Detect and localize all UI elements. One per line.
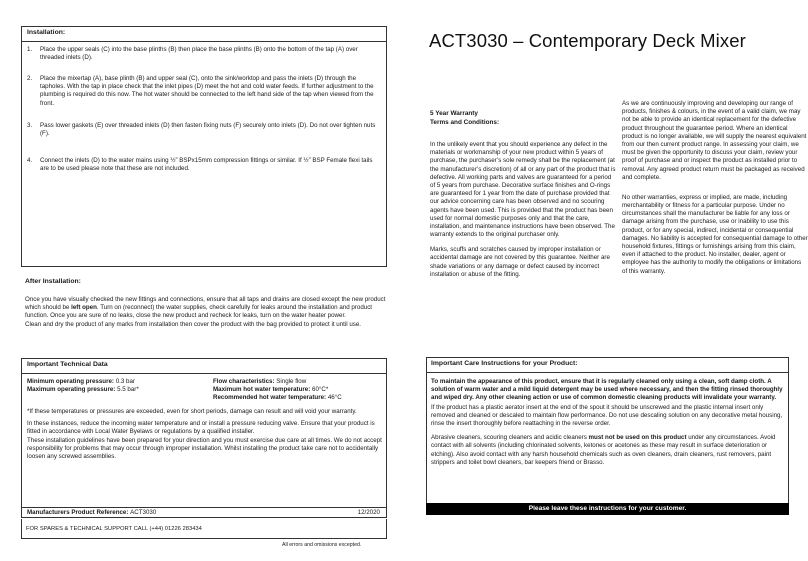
care-instructions-section — [426, 357, 789, 515]
step-number: 1. — [27, 46, 33, 53]
spec-label: Flow characteristics: — [213, 378, 275, 385]
warranty-title-line: 5 Year Warranty — [430, 110, 478, 117]
pressure-column — [27, 378, 139, 394]
installation-section — [21, 26, 387, 267]
care-paragraph: To maintain the appearance of this product, ensure that it is regularly cleaned only using a clean, soft damp cloth. A solution of warm water and a mild liquid detergent may be used where necessary, and then the fitting rinsed thoroughly and wiped dry. Any other cleaning action or use of common domestic cleaning products will invalidate your warranty. — [431, 378, 783, 402]
warranty-paragraph: As we are continuously improving and developing our range of products, finishes & colours, in the event of a valid claim, we may not be able to provide an identical replacement for the defective product throughout the guarantee period. Where an identical product is no longer available, we will supply the nearest equivalent from our then current product range. In assessing your claim, we must be given the opportunity to discuss your claim, review your proof of purchase and or inspect the product as installed prior to removal. Any agreed product return must be packaged as received and complete. — [622, 100, 807, 181]
warranty-paragraph: In the unlikely event that you should experience any defect in the materials or workmanship of your new product within 5 years of purchase, the purchaser’s sole remedy shall be the replacement (at the manufacturer’s discretion) of all or any part of the product that is defective. All working parts and valves are guaranteed for a period of 5 years from purchase. Decorative surface finishes and O-rings are guaranteed for 1 year from the date of purchase provided that our advice concerning care has been observed and no scouring agents have been used. This is provided that the product has been used for normal domestic purposes only and that the care, installation, and maintenance instructions have been observed. The warranty extends to the original purchaser only. — [430, 141, 616, 239]
reference-label: Manufacturers Product Reference: — [27, 509, 129, 516]
reference-value: ACT3030 — [130, 509, 157, 516]
step-number: 3. — [27, 122, 33, 129]
spec-label: Maximum hot water temperature: — [213, 386, 311, 394]
spec-value: 60°C* — [312, 386, 329, 394]
spec-value: 46°C — [327, 394, 342, 402]
step-text: Connect the inlets (D) to the water mains using ½” BSPx15mm compression fittings or similar. If ½” BSP Female flexi tails are to be used please note that these are not included. — [40, 157, 373, 173]
warranty-column-right — [622, 100, 808, 283]
step-text: Place the upper seals (C) into the base plinths (B) then place the base plinths (B) onto the bottom of the tap (A) over threaded inlets (D). — [40, 46, 358, 62]
warranty-paragraph: Marks, scuffs and scratches caused by improper installation or accidental damage are not covered by this guarantee. Neither are shade variations or any damage or defect caused by incorrect installation or abuse of the fitting. — [430, 246, 610, 278]
technical-note: *If these temperatures or pressures are exceeded, even for short periods, damage can result and will void your warranty. — [27, 408, 357, 415]
step-number: 2. — [27, 75, 33, 82]
installation-header — [22, 27, 386, 42]
spec-value: Single flow — [276, 378, 307, 385]
step-text: Pass lower gaskets (E) over threaded inlets (D) then fasten fixing nuts (F) securely onto inlets (D). Do not over tighten nuts (F). — [40, 122, 376, 138]
technical-note: These installation guidelines have been prepared for your direction and you must exercise due care at all times. We do not accept responsibility for problems that may occur through improper installation. Whilst installing the product take care not to accidentally loosen any screwed assemblies. — [27, 436, 382, 460]
text-run: Once you have visually checked the new fittings and connections, ensure that all taps and drains are closed except the new product which should be — [25, 296, 386, 312]
step-number: 4. — [27, 157, 33, 164]
step-text: Place the mixertap (A), base plinth (B) and upper seal (C), onto the sink/worktop and pass the inlets (D) through the tapholes. With the tap in place check that the inlet pipes (D) meet the hot and cold water feeds. If further adjustment to the plumbing is required do this now. The hot water should be connected to the left hand side of the tap when viewed from the front. — [40, 75, 374, 107]
warranty-title — [430, 110, 499, 127]
technical-data-section — [21, 358, 387, 518]
document-date: 12/2020 — [357, 509, 380, 516]
spec-label: Recommended hot water temperature: — [213, 394, 327, 402]
text-run: under any circumstances. Avoid contact with all solvents (including chlorinated solvents, ketones or acetones as these may result in surface deterioration or etching). Also avoid contact with any harsh household chemicals such as oven cleaners, drain cleaners, rust removers, paint strippers and toilet bowl cleaners, bar keepers friend or Brasso. — [431, 434, 776, 466]
after-installation-paragraph: Clean and dry the product of any marks from installation then cover the product with the bag provided to protect it until use. — [25, 320, 362, 328]
after-installation-body — [25, 296, 387, 329]
care-title: Important Care Instructions for your Product: — [431, 360, 578, 367]
text-run-bold: must not be used on this product — [588, 434, 687, 442]
customer-instructions-banner: Please leave these instructions for your customer. — [426, 503, 789, 515]
text-run: . Turn on (reconnect) the water supplies, check carefully for leaks around the installation and product function. Once you are sure of no leaks, close the new product and recheck for leaks, turn on the water heater power. — [25, 304, 373, 320]
technical-notes — [27, 408, 383, 461]
warranty-paragraph: No other warranties, express or implied, are made, including merchantability or fitness for a particular purpose. Under no circumstances shall the manufacturer be liable for any loss or damage arising from the purchase, use or inability to use this product, or for any special, indirect, incidental or consequential damages. No liability is accepted for consequential damage to other household fixtures, fittings or furnishings arising from this claim, even if attached to the product. No installer, dealer, agent or employee has the authority to modify the obligations or limitations of this warranty. — [622, 193, 808, 275]
installation-step — [27, 122, 379, 138]
product-reference — [27, 509, 156, 517]
care-body — [431, 378, 783, 473]
warranty-column-left — [430, 141, 616, 286]
care-paragraph — [431, 434, 783, 467]
spec-label: Minimum operating pressure: — [27, 378, 114, 385]
text-run-bold: left open — [71, 304, 97, 312]
care-header — [427, 358, 788, 373]
care-paragraph: If the product has a plastic aerator insert at the end of the spout it should be unscrewed and the plastic internal insert only removed and cleaned or descaled to maintain flow performance. Do not use descaling solution on any decorative metal housing, rinse the insert thoroughly before reattaching in the reverse order. — [431, 403, 783, 427]
technical-header — [22, 359, 386, 374]
errors-omissions-text: All errors and omissions excepted. — [282, 542, 362, 548]
document-title: ACT3030 – Contemporary Deck Mixer — [429, 30, 746, 51]
installation-step — [27, 75, 379, 108]
warranty-title-line: Terms and Conditions: — [430, 118, 500, 126]
installation-step — [27, 46, 379, 62]
after-installation-title: After Installation: — [25, 278, 81, 285]
technical-note: In these instances, reduce the incoming water temperature and or install a pressure reducing valve. Ensure that your product is fitted in accordance with Local Water Byelaws or regulations by a qualified installer. — [27, 420, 375, 436]
temperature-column — [213, 378, 342, 403]
text-run: Abrasive cleaners, scouring cleaners and acidic cleaners — [431, 434, 589, 442]
after-installation-paragraph — [25, 296, 387, 321]
spec-value: 0.3 bar — [115, 378, 135, 385]
spec-label: Maximum operating pressure: — [27, 386, 116, 394]
spec-value: 5.5 bar* — [117, 386, 139, 394]
installation-step — [27, 157, 379, 173]
spares-support-text: FOR SPARES & TECHNICAL SUPPORT CALL (+44) 01226 283434 — [26, 526, 202, 532]
product-reference-row — [22, 507, 386, 518]
technical-title: Important Technical Data — [27, 361, 108, 368]
installation-title: Installation: — [27, 29, 66, 36]
